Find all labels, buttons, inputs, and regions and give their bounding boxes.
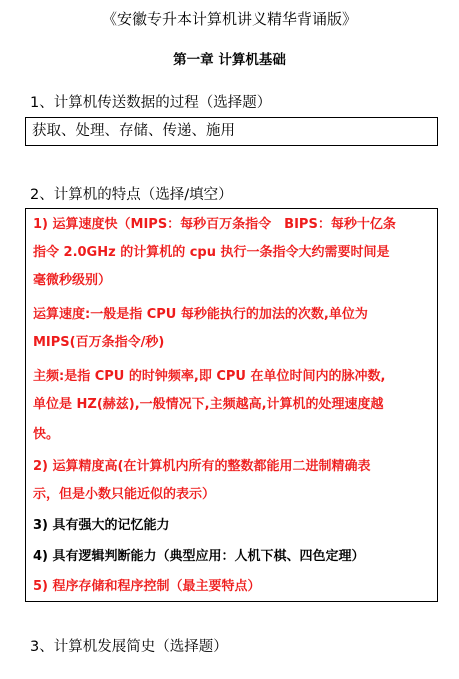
feature-line-4: 运算速度:一般是指 CPU 每秒能执行的加法的次数,单位为 — [33, 307, 368, 322]
feature-line-8: 快。 — [33, 427, 60, 442]
feature-line-2: 指令 2.0GHz 的计算机的 cpu 执行一条指令大约需要时间是 — [33, 245, 390, 260]
section-heading-2: 2、计算机的特点（选择/填空） — [30, 187, 233, 203]
feature-line-10: 示，但是小数只能近似的表示） — [33, 487, 216, 502]
feature-line-3: 毫微秒级别） — [33, 273, 112, 288]
feature-line-13: 5) 程序存储和程序控制（最主要特点） — [33, 579, 261, 594]
chapter-title: 第一章 计算机基础 — [173, 52, 286, 68]
feature-line-12: 4) 具有逻辑判断能力（典型应用：人机下棋、四色定理） — [33, 549, 365, 564]
feature-line-6: 主频:是指 CPU 的时钟频率,即 CPU 在单位时间内的脉冲数, — [33, 369, 386, 384]
document-title: 《安徽专升本计算机讲义精华背诵版》 — [101, 10, 357, 28]
feature-line-11: 3) 具有强大的记忆能力 — [33, 518, 170, 533]
feature-line-1: 1) 运算速度快（MIPS：每秒百万条指令 BIPS：每秒十亿条 — [33, 217, 396, 232]
feature-line-5: MIPS(百万条指令/秒) — [33, 335, 165, 350]
feature-line-9: 2) 运算精度高(在计算机内所有的整数都能用二进制精确表 — [33, 459, 371, 474]
section-heading-3: 3、计算机发展简史（选择题） — [30, 639, 228, 655]
data-process-box: 获取、处理、存储、传递、施用 — [25, 117, 438, 146]
section-heading-1: 1、计算机传送数据的过程（选择题） — [30, 95, 272, 111]
feature-line-7: 单位是 HZ(赫兹),一般情况下,主频越高,计算机的处理速度越 — [33, 397, 384, 412]
